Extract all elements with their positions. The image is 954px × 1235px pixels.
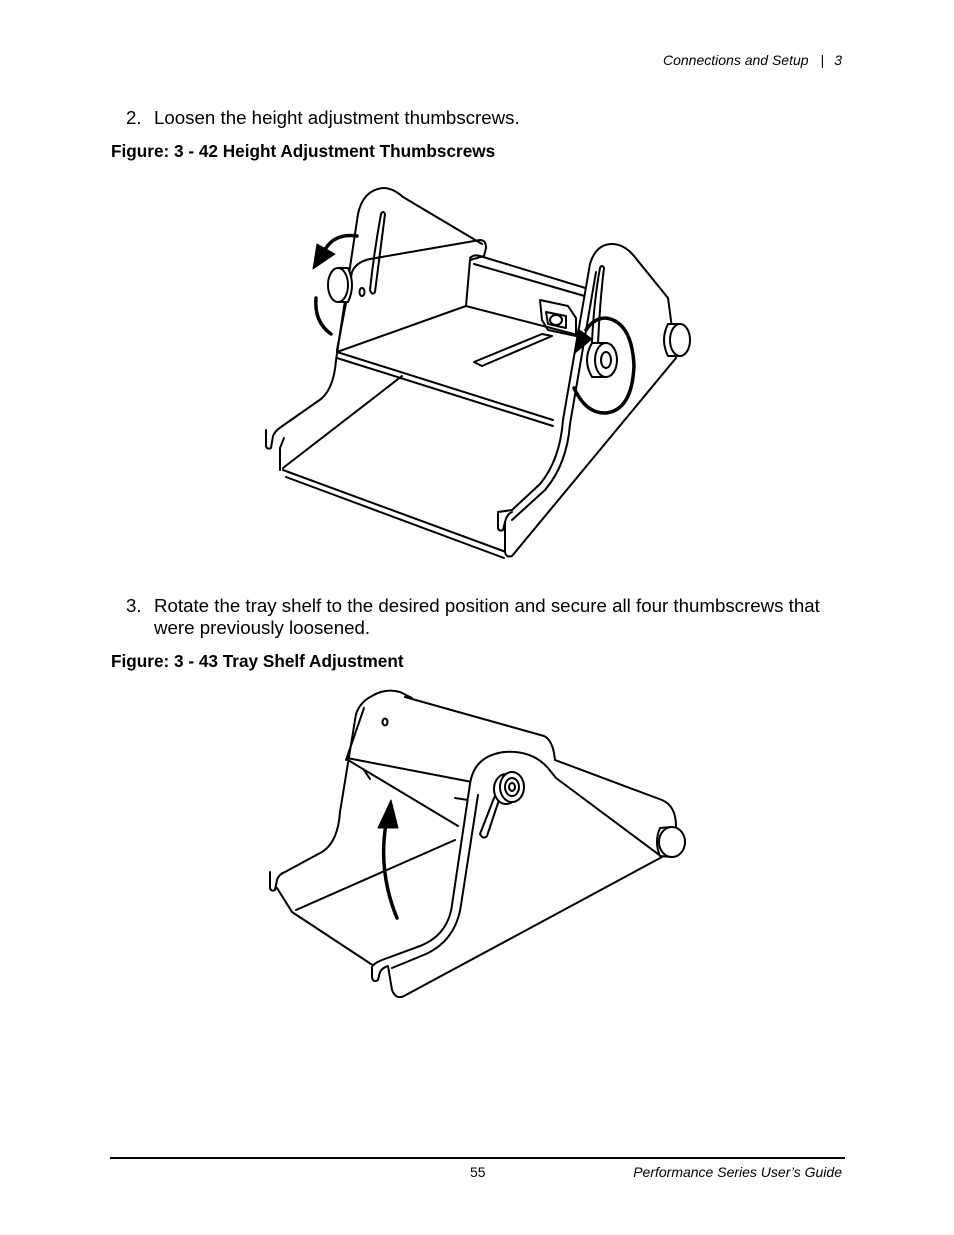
base-left-edge [280, 438, 284, 470]
shelf-back-edges [337, 306, 574, 352]
right-end-knob [670, 324, 690, 356]
figure-3-42-illustration [255, 180, 700, 565]
left-rotation-arrowhead [313, 244, 335, 269]
left-thumbscrew [328, 268, 348, 302]
top-panel-edge [405, 697, 555, 760]
base-left-lip [277, 888, 292, 912]
header-separator: | [820, 52, 825, 68]
back-bracket-knob [550, 315, 562, 325]
right-end-roller [659, 827, 685, 857]
shelf-front-thickness [337, 358, 553, 426]
tray-shelf-mark [455, 798, 468, 800]
left-side-plate-outline [270, 691, 412, 891]
base-front-edge [283, 470, 506, 552]
base-back-edge [296, 840, 455, 910]
back-panel-top [470, 255, 592, 290]
step-3 [126, 595, 845, 639]
step-number: 2. [126, 107, 142, 128]
step-number: 3. [126, 595, 142, 616]
right-thumbscrew [595, 343, 617, 377]
step-text: Loosen the height adjustment thumbscrews. [154, 107, 520, 128]
thumbscrew-knob [500, 772, 524, 802]
header-section-title: Connections and Setup [663, 52, 809, 68]
figure-caption-3-42: Figure: 3 - 42 Height Adjustment Thumbscrews [111, 141, 496, 161]
left-rotation-arrow-lower [316, 298, 331, 334]
figure-3-43-illustration [260, 680, 695, 1010]
shelf-slot [474, 334, 552, 366]
left-side-plate-slot [370, 212, 385, 294]
footer-guide-title: Performance Series User’s Guide [633, 1164, 842, 1180]
shelf-front-edge [337, 352, 553, 420]
footer-page-number: 55 [470, 1164, 486, 1180]
left-side-plate-hole [383, 719, 388, 726]
left-side-plate-hole [360, 288, 365, 296]
back-panel-inner-line [474, 264, 588, 297]
left-side-plate-outline [266, 188, 482, 449]
shelf-rotation-arrowhead [378, 800, 398, 828]
figure-caption-3-43: Figure: 3 - 43 Tray Shelf Adjustment [111, 651, 404, 671]
base-back-edge [283, 376, 402, 468]
running-header [663, 51, 842, 69]
base-front-thickness [286, 477, 504, 558]
header-chapter-number: 3 [834, 52, 842, 68]
step-text: Rotate the tray shelf to the desired position and secure all four thumbscrews that were previously loosened. [154, 595, 820, 638]
footer-rule [110, 1157, 845, 1159]
shelf-rotation-arrow [384, 824, 397, 918]
step-2 [126, 107, 845, 129]
base-front-edge [292, 912, 374, 966]
